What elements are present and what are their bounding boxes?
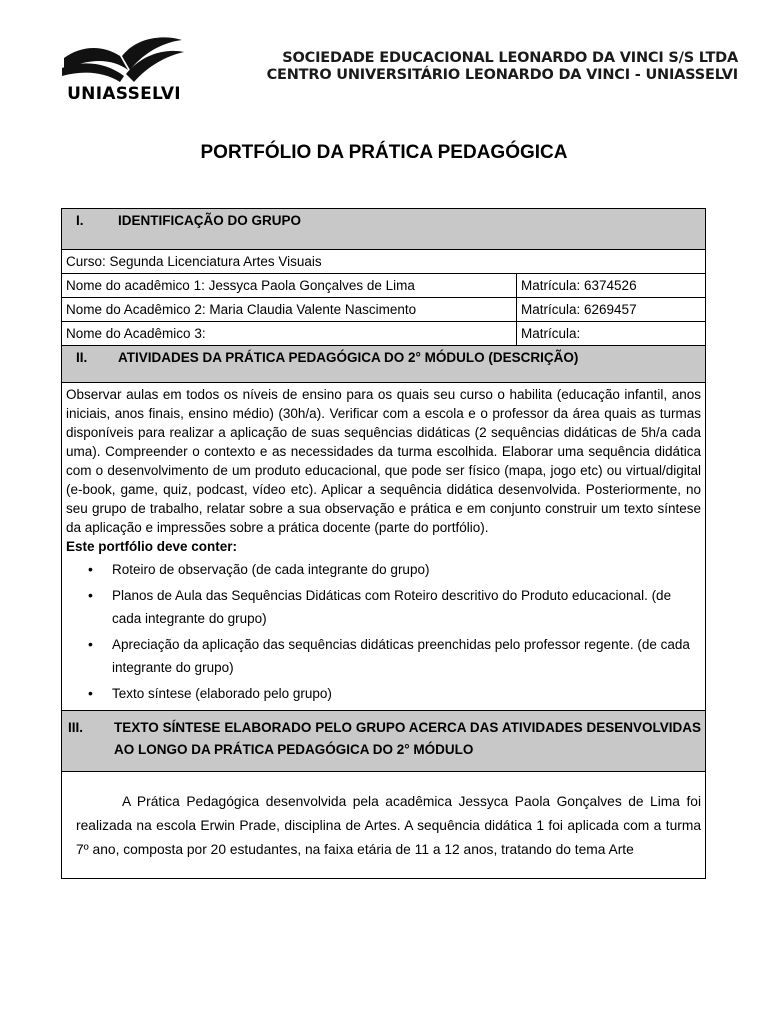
activities-description: Observar aulas em todos os níveis de ensino para os quais seu curso o habilita (educação infantil, anos iniciais, anos finais, ensino médio) (30h/a). Verificar com a escola e o professor da área quais as turmas disponíveis para realizar a aplicação de suas sequências didáticas (2 sequências didáticas de 5h/a cada uma). Compreender o contexto e as necessidades da turma escolhida. Elaborar uma sequência didática com o desenvolvimento de um produto educacional, que pode ser físico (mapa, jogo etc) ou virtual/digital (e-book, game, quiz, podcast, vídeo etc). Aplicar a sequência didática desenvolvida. Posteriormente, no seu grupo de trabalho, relatar sobre a sua observação e prática e em conjunto construir um texto síntese da aplicação e impressões sobre a prática docente (parte do portfólio). (66, 387, 702, 535)
student-row (62, 322, 706, 346)
student-row (62, 298, 706, 322)
course-row (62, 250, 706, 274)
uniasselvi-logo (62, 36, 186, 108)
section-2-heading: ATIVIDADES DA PRÁTICA PEDAGÓGICA DO 2° MÓDULO (DESCRIÇÃO) (118, 350, 579, 365)
section-1-heading: IDENTIFICAÇÃO DO GRUPO (118, 213, 302, 228)
section-1-number: I. (76, 213, 84, 228)
student-row (62, 274, 706, 298)
logo-text: UNIASSELVI (67, 84, 181, 104)
student-name: Nome do Acadêmico 2: Maria Claudia Valente Nascimento (62, 298, 517, 322)
section-2-header (62, 346, 706, 383)
institution-header (267, 50, 738, 84)
section-3-number: III. (68, 720, 84, 735)
page-title: PORTFÓLIO DA PRÁTICA PEDAGÓGICA (200, 142, 568, 163)
section-2-number: II. (76, 350, 88, 365)
student-matricula: Matrícula: 6374526 (517, 274, 706, 298)
student-name: Nome do Acadêmico 3: (62, 322, 517, 346)
requirements-list (66, 558, 701, 705)
list-item: • Texto síntese (elaborado pelo grupo) (112, 682, 701, 705)
portfolio-form (61, 208, 706, 879)
list-item: • Roteiro de observação (de cada integrante do grupo) (112, 558, 701, 581)
must-contain-label: Este portfólio deve conter: (66, 539, 238, 554)
student-matricula: Matrícula: 6269457 (517, 298, 706, 322)
section-3-header (62, 711, 706, 772)
section-1-header (62, 209, 706, 250)
section-3-body (62, 772, 706, 879)
section-2-body (62, 383, 706, 711)
student-name: Nome do acadêmico 1: Jessyca Paola Gonçalves de Lima (62, 274, 517, 298)
course-field: Curso: Segunda Licenciatura Artes Visuais (62, 250, 706, 274)
org-line-2: CENTRO UNIVERSITÁRIO LEONARDO DA VINCI - UNIASSELVI (266, 67, 738, 83)
section-3-heading: TEXTO SÍNTESE ELABORADO PELO GRUPO ACERCA DAS ATIVIDADES DESENVOLVIDAS AO LONGO DA PRÁTICA PEDAGÓGICA DO 2° MÓDULO (114, 720, 702, 757)
student-matricula: Matrícula: (517, 322, 706, 346)
org-line-1: SOCIEDADE EDUCACIONAL LEONARDO DA VINCI S/S LTDA (282, 50, 738, 66)
synthesis-text: A Prática Pedagógica desenvolvida pela acadêmica Jessyca Paola Gonçalves de Lima foi realizada na escola Erwin Prade, disciplina de Artes. A sequência didática 1 foi aplicada com a turma 7º ano, composta por 20 estudantes, na faixa etária de 11 a 12 anos, tratando do tema Arte (76, 794, 702, 857)
list-item: • Planos de Aula das Sequências Didáticas com Roteiro descritivo do Produto educacional. (de cada integrante do grupo) (112, 584, 701, 630)
list-item: • Apreciação da aplicação das sequências didáticas preenchidas pelo professor regente. (de cada integrante do grupo) (112, 633, 701, 679)
logo-wings-icon (62, 36, 186, 84)
